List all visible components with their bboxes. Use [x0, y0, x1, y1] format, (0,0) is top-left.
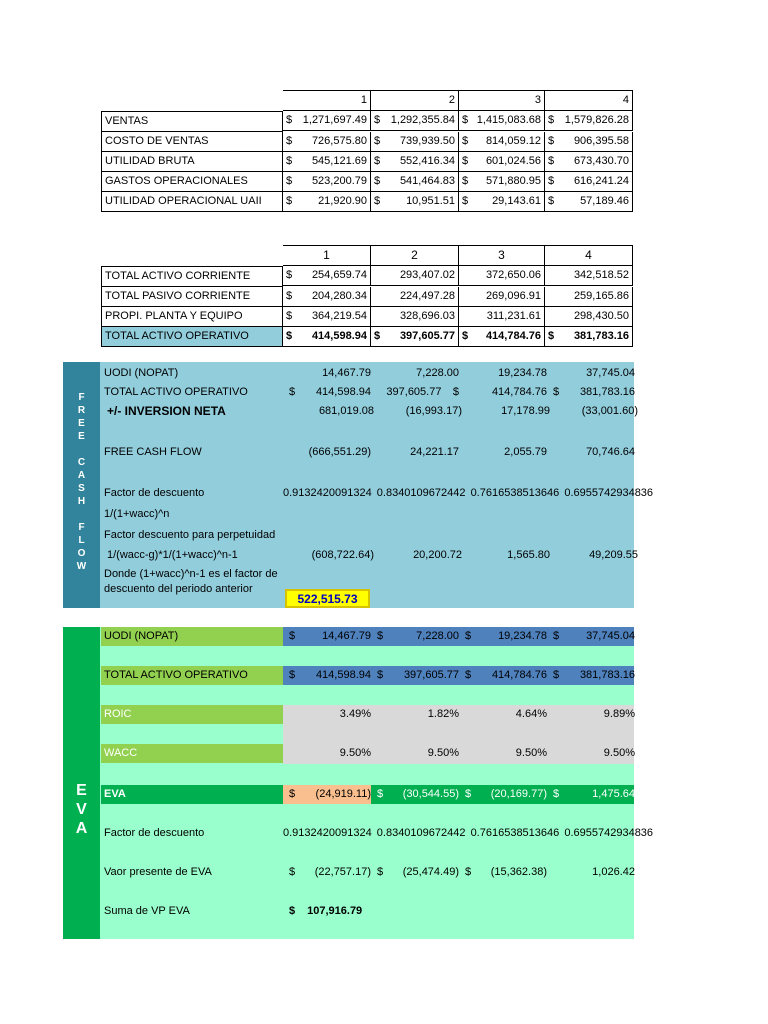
cell: $ 14,467.79 — [289, 630, 371, 642]
row-label: UODI (NOPAT) — [104, 367, 179, 379]
cell: 19,234.78 — [498, 367, 547, 379]
eva-roic-row — [101, 705, 638, 724]
cell: $ 673,430.70 — [545, 152, 633, 172]
cell: 311,231.61 — [459, 307, 545, 327]
cell: 0.6955742934836 — [564, 827, 654, 839]
cell: $ 1,292,355.84 — [371, 111, 459, 131]
cell: $ 397,605.77 — [377, 669, 459, 681]
side-letter: F — [78, 392, 85, 403]
cell: $ 254,659.74 — [283, 266, 371, 286]
cell: $ 906,395.58 — [545, 132, 633, 152]
eva-factor-values — [283, 827, 655, 839]
row-label: GASTOS OPERACIONALES — [101, 172, 283, 192]
cell: 1,565.80 — [507, 549, 550, 561]
cell: $ 381,783.16 — [545, 327, 633, 347]
cell: $ 601,024.56 — [459, 152, 545, 172]
cell: $ 381,783.16 — [553, 669, 635, 681]
note-text: Donde (1+wacc)^n-1 es el factor de — [104, 568, 278, 580]
fcf-total-value: 522,515.73 — [285, 589, 370, 608]
row-label: Factor descuento para perpetuidad — [104, 529, 276, 541]
row-label: UTILIDAD OPERACIONAL UAII — [101, 192, 283, 212]
cell: $ 414,784.76 — [465, 669, 547, 681]
fcf-tao-row — [101, 383, 638, 402]
fcf-uodi-row — [101, 364, 638, 383]
cell: 24,221.17 — [410, 446, 459, 458]
cell: 37,745.04 — [586, 367, 635, 379]
eva-tao-row — [101, 666, 638, 685]
cell: 70,746.64 — [586, 446, 635, 458]
cell: $ (22,757.17) — [289, 866, 371, 878]
row-label-highlight: TOTAL ACTIVO OPERATIVO — [101, 327, 283, 347]
col-header: 2 — [371, 245, 459, 266]
cell: 224,497.28 — [371, 287, 459, 307]
cell: 293,407.02 — [371, 266, 459, 286]
cell: 397,605.77 $ — [386, 386, 459, 398]
side-letter: O — [77, 548, 86, 559]
cell: 9.50% — [515, 747, 547, 759]
cell: $ (30,544.55) — [377, 788, 459, 800]
row-label: Vaor presente de EVA — [104, 866, 212, 878]
cell: 414,784.76 — [491, 386, 547, 398]
cell: 9.50% — [427, 747, 459, 759]
row-label: FREE CASH FLOW — [104, 446, 202, 458]
col-header: 3 — [459, 90, 545, 111]
cell: $ 107,916.79 — [289, 905, 363, 917]
eva-eva-row — [101, 785, 638, 804]
cell: $ (25,474.49) — [377, 866, 459, 878]
row-label: PROPI. PLANTA Y EQUIPO — [101, 307, 283, 327]
row-label: TOTAL ACTIVO CORRIENTE — [101, 266, 283, 287]
row-label: UODI (NOPAT) — [104, 630, 179, 642]
cell: $ 381,783.16 — [553, 386, 635, 398]
cell: $ 552,416.34 — [371, 152, 459, 172]
cell: $ 19,234.78 — [465, 630, 547, 642]
fcf-factor-formula — [101, 505, 286, 524]
cell: $ 1,271,697.49 — [283, 111, 371, 131]
side-letter: W — [76, 561, 87, 572]
cell: 328,696.03 — [371, 307, 459, 327]
cell: $ 414,598.94 — [289, 669, 371, 681]
cell: (666,551.29) — [308, 446, 371, 458]
cell: $ 616,241.24 — [545, 172, 633, 192]
col-header: 3 — [459, 245, 545, 266]
col-header: 4 — [545, 245, 633, 266]
side-letter: E — [76, 782, 87, 799]
cell: 0.7616538513646 — [470, 487, 560, 499]
cell: $ 7,228.00 — [377, 630, 459, 642]
cell: (608,722.64) — [311, 549, 374, 561]
side-letter: V — [76, 801, 87, 818]
cell: $ 523,200.79 — [283, 172, 371, 192]
row-label: Suma de VP EVA — [104, 905, 190, 917]
side-letter: H — [77, 496, 86, 507]
side-letter: E — [78, 431, 85, 442]
cell: 17,178.99 — [501, 405, 550, 417]
cell: $ 571,880.95 — [459, 172, 545, 192]
fcf-factor-row — [101, 484, 286, 503]
cell: (16,993.17) — [405, 405, 462, 417]
cell: 4.64% — [515, 708, 547, 720]
assets-table — [101, 245, 633, 347]
cell: 2,055.79 — [504, 446, 547, 458]
cell: 1,026.42 — [592, 866, 635, 878]
cell: 0.6955742934836 — [564, 487, 654, 499]
cell: 0.8340109672442 — [376, 827, 466, 839]
fcf-inversion-row — [101, 402, 641, 421]
cell: $ 29,143.61 — [459, 192, 545, 212]
side-letter: F — [78, 522, 85, 533]
cell: $ 1,475.64 — [553, 788, 635, 800]
cell: (33,001.60) — [581, 405, 638, 417]
side-letter: L — [78, 535, 85, 546]
fcf-perp-row — [101, 546, 641, 565]
side-letter: C — [77, 457, 86, 468]
row-label: COSTO DE VENTAS — [101, 132, 283, 152]
cell: 0.9132420091324 — [283, 487, 372, 499]
cell: 3.49% — [339, 708, 371, 720]
cell: $ 364,219.54 — [283, 307, 371, 327]
cell: $ 37,745.04 — [553, 630, 635, 642]
eva-wacc-row — [101, 744, 638, 763]
eva-side-label — [63, 627, 100, 939]
side-letter: A — [77, 470, 86, 481]
cell: 298,430.50 — [545, 307, 633, 327]
col-header: 1 — [283, 90, 371, 111]
fcf-donde-2 — [101, 580, 286, 599]
cell: $ 414,784.76 — [459, 327, 545, 347]
row-label: +/- INVERSION NETA — [107, 404, 226, 418]
table-corner — [101, 245, 283, 264]
note-text: descuento del periodo anterior — [104, 583, 253, 595]
cell: 9.89% — [603, 708, 635, 720]
row-label: TOTAL ACTIVO OPERATIVO — [104, 669, 248, 681]
fcf-perp-label — [101, 526, 286, 545]
side-letter: S — [78, 483, 85, 494]
formula-text: 1/(wacc-g)*1/(1+wacc)^n-1 — [107, 549, 238, 561]
cell: 259,165.86 — [545, 287, 633, 307]
income-table — [101, 90, 633, 212]
row-label: UTILIDAD BRUTA — [101, 152, 283, 172]
col-header: 2 — [371, 90, 459, 111]
eva-vp-row — [101, 863, 638, 882]
cell: $ 21,920.90 — [283, 192, 371, 212]
fcf-free-cash-flow-row — [101, 443, 638, 462]
cell: $ 204,280.34 — [283, 287, 371, 307]
side-letter: A — [75, 820, 88, 837]
row-label: Factor de descuento — [104, 487, 205, 499]
row-label: ROIC — [104, 708, 132, 720]
cell: 1.82% — [427, 708, 459, 720]
eva-uodi-row — [101, 627, 638, 646]
cell: $ (20,169.77) — [465, 788, 547, 800]
row-label: Factor de descuento — [104, 827, 205, 839]
cell: 9.50% — [603, 747, 635, 759]
side-letter: R — [77, 405, 86, 416]
fcf-factor-values — [283, 487, 655, 499]
cell: $ 397,605.77 — [371, 327, 459, 347]
cell: $ 814,059.12 — [459, 132, 545, 152]
cell: 0.8340109672442 — [376, 487, 466, 499]
cell: 372,650.06 — [459, 266, 545, 286]
col-header: 4 — [545, 90, 633, 111]
col-header: 1 — [283, 245, 371, 266]
cell: 7,228.00 — [416, 367, 459, 379]
cell: $ 739,939.50 — [371, 132, 459, 152]
cell: $ (15,362.38) — [465, 866, 547, 878]
cell: 0.9132420091324 — [283, 827, 372, 839]
cell: $ 414,598.94 — [283, 327, 371, 347]
cell: 9.50% — [339, 747, 371, 759]
cell: $ 541,464.83 — [371, 172, 459, 192]
cell: 14,467.79 — [322, 367, 371, 379]
cell: $ (24,919.11) — [289, 788, 371, 800]
cell: 0.7616538513646 — [470, 827, 560, 839]
row-label: EVA — [104, 788, 126, 800]
cell: $ 10,951.51 — [371, 192, 459, 212]
formula-text: 1/(1+wacc)^n — [104, 508, 170, 520]
cell: $ 545,121.69 — [283, 152, 371, 172]
cell: 269,096.91 — [459, 287, 545, 307]
side-letter: E — [78, 418, 85, 429]
cell: 342,518.52 — [545, 266, 633, 286]
row-label: WACC — [104, 747, 138, 759]
cell: 49,209.55 — [589, 549, 638, 561]
cell: $ 1,415,083.68 — [459, 111, 545, 131]
cell: $ 57,189.46 — [545, 192, 633, 212]
cell: $ 1,579,826.28 — [545, 111, 633, 131]
table-corner — [101, 90, 283, 109]
cell: 681,019.08 — [318, 405, 374, 417]
cell: $ 726,575.80 — [283, 132, 371, 152]
eva-factor-row — [101, 824, 286, 843]
cell: 20,200.72 — [413, 549, 462, 561]
row-label: TOTAL PASIVO CORRIENTE — [101, 287, 283, 307]
row-label: VENTAS — [101, 111, 283, 132]
row-label: TOTAL ACTIVO OPERATIVO — [104, 386, 248, 398]
fcf-side-label — [63, 362, 100, 608]
eva-suma-row — [101, 902, 374, 921]
cell: $ 414,598.94 — [289, 386, 371, 398]
